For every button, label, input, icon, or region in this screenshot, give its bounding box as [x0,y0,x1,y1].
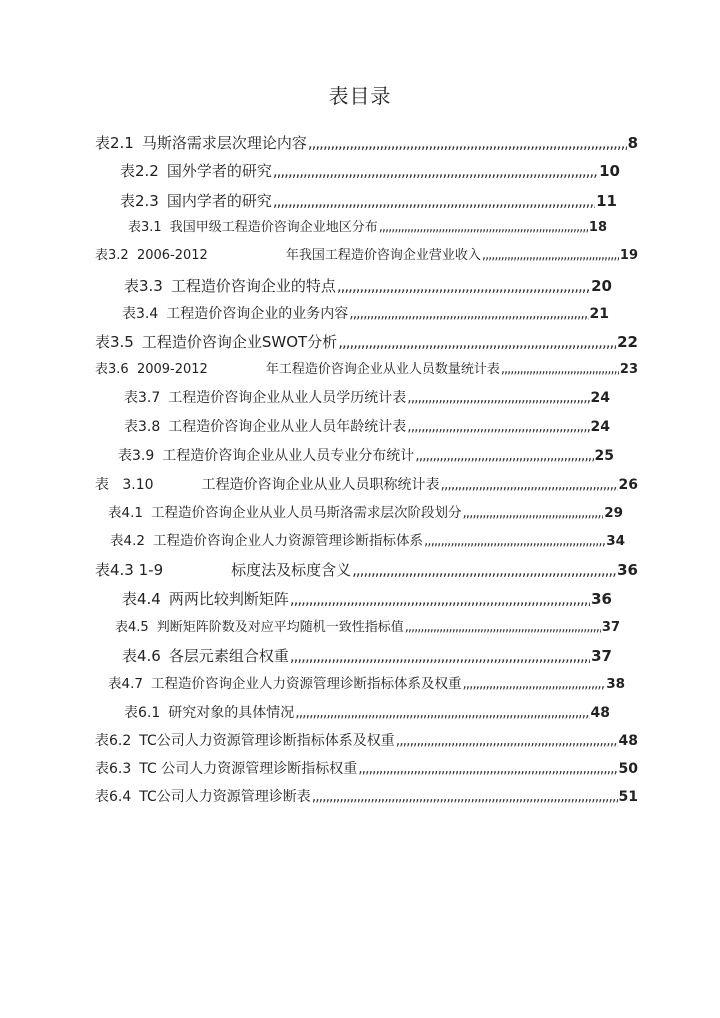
toc-entry-page: 29 [604,505,623,521]
dot-leader [379,217,588,239]
dot-leader [462,673,605,695]
toc-entry-title: 工程造价咨询企业的特点 [170,277,336,295]
dot-leader [482,245,619,267]
toc-entry[interactable] [95,730,638,752]
toc-entry[interactable] [120,190,617,212]
toc-entry-title: 国外学者的研究 [166,162,272,180]
toc-entry-title: 年我国工程造价咨询企业营业收入 [285,248,481,263]
dot-leader [462,502,603,524]
dot-leader [337,275,590,297]
toc-entry-label: 表3.4 [122,306,159,322]
toc-entry-title: 年工程造价咨询企业从业人员数量统计表 [265,362,500,377]
toc-entry-page: 36 [591,590,612,608]
toc-entry-title: 判断矩阵阶数及对应平均随机一致性指标值 [156,620,404,635]
toc-entry[interactable] [95,474,638,496]
toc-entry-page: 48 [590,705,610,721]
toc-entry[interactable] [128,217,607,239]
toc-entry-label: 表2.3 [120,192,159,210]
toc-entry-title: TC公司人力资源管理诊断表 [139,789,311,805]
toc-entry[interactable] [124,416,610,438]
toc-entry-title: 工程造价咨询企业的业务内容 [166,306,349,322]
toc-entry[interactable] [115,617,620,639]
toc-entry-page: 36 [617,561,638,579]
toc-entry[interactable] [95,245,638,267]
toc-entry-page: 10 [599,162,620,180]
toc-entry[interactable] [122,588,612,610]
toc-entry-title: 工程造价咨询企业从业人员年龄统计表 [168,419,407,435]
dot-leader [407,387,589,409]
toc-entry-title: 两两比较判断矩阵 [168,590,289,608]
toc-entry-label: 表4.6 [122,647,161,665]
toc-entry-label: 表3.7 [124,390,161,406]
toc-entry-label: 表4.5 [115,620,149,635]
dot-leader [290,645,590,667]
toc-entry[interactable] [122,303,609,325]
toc-entry-page: 23 [619,362,638,377]
toc-entry[interactable] [108,502,623,524]
toc-entry[interactable] [95,331,638,353]
toc-entry-title: 工程造价咨询企业人力资源管理诊断指标体系及权重 [150,676,462,692]
toc-entry-page: 20 [591,277,612,295]
toc-entry[interactable] [110,530,625,552]
toc-entry-label: 表3.8 [124,419,161,435]
dot-leader [273,190,595,212]
toc-entry-page: 34 [606,533,625,549]
toc-entry[interactable] [108,673,625,695]
toc-entry-label: 表3.3 [124,277,163,295]
toc-entry-label: 表6.4 [95,789,132,805]
toc-entry-page: 51 [618,789,638,805]
toc-entry[interactable] [95,758,638,780]
toc-entry-label: 表4.4 [122,590,161,608]
toc-entry-title: TC 公司人力资源管理诊断指标权重 [139,761,358,777]
toc-entry[interactable] [124,387,610,409]
toc-entry-title: 我国甲级工程造价咨询企业地区分布 [169,220,378,235]
toc-entry[interactable] [95,559,638,581]
toc-entry-page: 50 [618,761,638,777]
dot-leader [415,445,593,467]
toc-entry-page: 37 [591,647,612,665]
toc-entry-label: 表2.1 [95,134,134,152]
toc-entry-page: 24 [590,390,610,406]
toc-entry-label: 表6.3 [95,761,132,777]
toc-entry[interactable] [122,645,612,667]
toc-entry-title: 工程造价咨询企业从业人员马斯洛需求层次阶段划分 [150,505,462,521]
dot-leader [295,702,589,724]
toc-entry-page: 24 [590,419,610,435]
toc-entry-label: 表4.1 [108,505,143,521]
dot-leader [290,588,590,610]
toc-entry-label: 表6.1 [124,705,161,721]
toc-entry-title: 工程造价咨询企业从业人员专业分布统计 [162,448,415,464]
toc-entry-title: 马斯洛需求层次理论内容 [141,134,307,152]
toc-entry-label: 表3.9 [118,448,155,464]
toc-entry[interactable] [95,359,638,381]
dot-leader [407,416,589,438]
dot-leader [338,331,616,353]
toc-entry-page: 19 [619,248,638,263]
toc-entry-label: 表2.2 [120,162,159,180]
toc-entry-title: 工程造价咨询企业从业人员职称统计表 [201,477,440,493]
toc-entry[interactable] [118,445,614,467]
toc-entry-title: 工程造价咨询企业从业人员学历统计表 [168,390,407,406]
toc-entry-title: 工程造价咨询企业SWOT分析 [141,333,338,351]
toc-entry-label: 表3.6 2009-2012 [95,362,208,377]
toc-entry-page: 25 [594,448,614,464]
toc-entry-page: 38 [606,676,625,692]
toc-entry-title: 标度法及标度含义 [231,561,352,579]
toc-entry-title: 各层元素组合权重 [168,647,289,665]
toc-entry-title: TC公司人力资源管理诊断指标体系及权重 [139,733,395,749]
toc-entry-label: 表3.1 [128,220,162,235]
toc-entry-page: 22 [617,333,638,351]
dot-leader [405,617,601,639]
toc-entry-page: 37 [601,620,620,635]
toc-entry-page: 11 [596,192,617,210]
toc-entry-page: 18 [588,220,607,235]
dot-leader [424,530,605,552]
toc-entry-page: 8 [627,134,638,152]
dot-leader [358,758,617,780]
toc-entry[interactable] [124,275,612,297]
toc-entry-title: 国内学者的研究 [166,192,272,210]
toc-entry-label: 表4.3 1-9 [95,561,164,579]
dot-leader [352,559,616,581]
toc-entry[interactable] [124,702,610,724]
toc-entry-label: 表4.2 [110,533,145,549]
dot-leader [396,730,618,752]
dot-leader [349,303,588,325]
toc-entry-label: 表3.5 [95,333,134,351]
toc-entry[interactable] [95,132,638,154]
dot-leader [273,160,598,182]
toc-entry[interactable] [95,786,638,808]
toc-entry-label: 表4.7 [108,676,143,692]
toc-entry-page: 48 [618,733,638,749]
toc-entry-title: 研究对象的具体情况 [168,705,295,721]
toc-entry-label: 表 3.10 [95,477,154,493]
toc-entry-title: 工程造价咨询企业人力资源管理诊断指标体系 [152,533,423,549]
toc-entry[interactable] [120,160,620,182]
dot-leader [501,359,619,381]
dot-leader [441,474,618,496]
page-title: 表目录 [328,84,392,108]
toc-entry-page: 26 [618,477,638,493]
dot-leader [312,786,618,808]
dot-leader [308,132,627,154]
toc-entry-page: 21 [589,306,609,322]
toc-entry-label: 表6.2 [95,733,132,749]
toc-entry-label: 表3.2 2006-2012 [95,248,208,263]
